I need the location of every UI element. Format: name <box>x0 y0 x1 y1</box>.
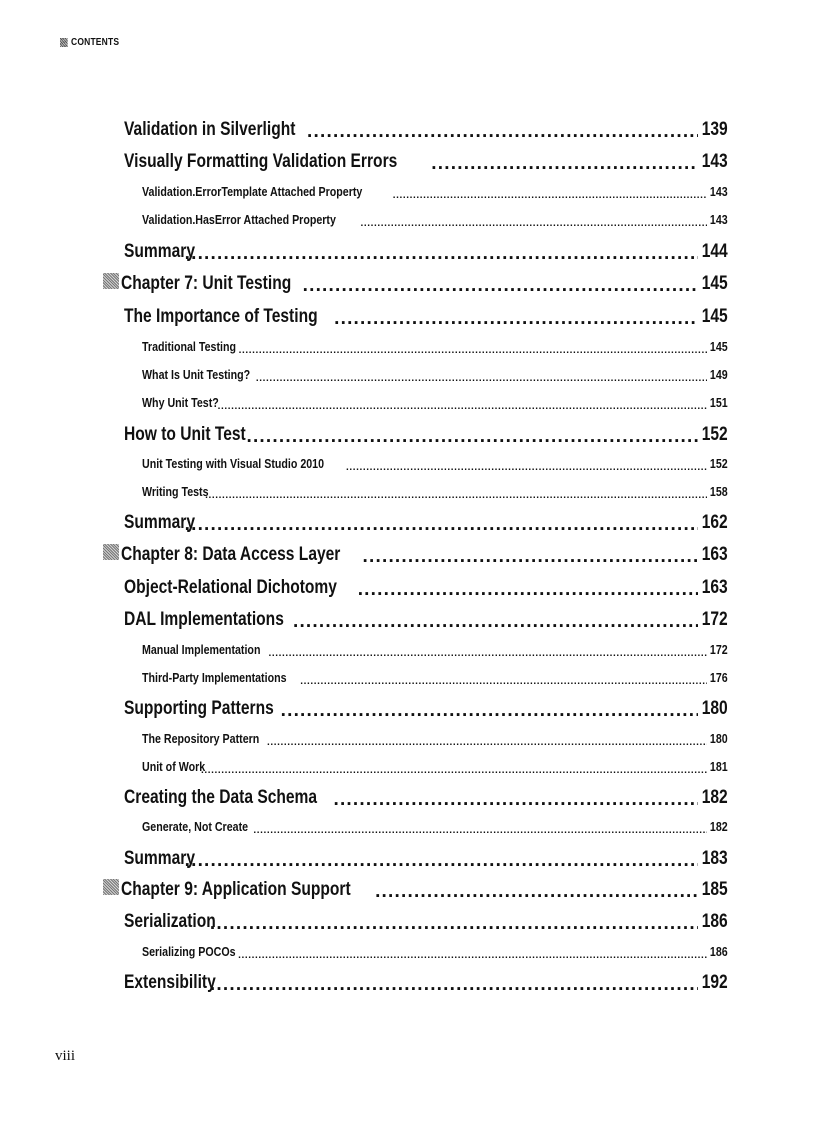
toc-entry-page: 162 <box>702 512 728 533</box>
toc-entry-sub[interactable] <box>142 819 728 836</box>
toc-entry-page: 181 <box>710 759 728 774</box>
toc-entry-page: 180 <box>710 731 728 746</box>
dot-leader <box>210 911 698 935</box>
toc-entry-page: 172 <box>702 609 728 630</box>
header-square-icon <box>60 38 68 47</box>
toc-entry-sub[interactable] <box>142 367 728 384</box>
toc-entry-page: 182 <box>710 819 728 834</box>
toc-entry-page: 139 <box>702 119 728 140</box>
toc-entry-title: Summary <box>124 241 196 262</box>
toc-entry-page: 172 <box>710 642 728 657</box>
toc-entry-title: What Is Unit Testing? <box>142 367 251 382</box>
dot-leader <box>253 819 707 836</box>
toc-entry-sub[interactable] <box>142 944 728 961</box>
toc-entry-page: 152 <box>710 456 728 471</box>
toc-entry-title: Validation in Silverlight <box>124 119 296 140</box>
toc-entry-chapter[interactable] <box>103 273 728 297</box>
toc-entry-page: 163 <box>702 544 728 565</box>
toc-entry-title: Traditional Testing <box>142 339 236 354</box>
toc-entry-sub[interactable] <box>142 731 728 748</box>
toc-entry-title: Supporting Patterns <box>124 698 274 719</box>
toc-entry-title: Creating the Data Schema <box>124 787 318 808</box>
toc-entry-page: 192 <box>702 972 728 993</box>
toc-entry-page: 144 <box>702 241 728 262</box>
toc-entry-title: Visually Formatting Validation Errors <box>124 151 398 172</box>
dot-leader <box>185 848 699 872</box>
toc-entry-page: 151 <box>710 395 728 410</box>
toc-entry-page: 158 <box>710 484 728 499</box>
dot-leader <box>185 241 699 265</box>
toc-entry-section[interactable] <box>124 119 728 143</box>
toc-entry-page: 145 <box>702 273 728 294</box>
dot-leader <box>246 424 698 448</box>
toc-entry-section[interactable] <box>124 609 728 633</box>
toc-entry-page: 145 <box>702 306 728 327</box>
toc-entry-page: 143 <box>710 212 728 227</box>
dot-leader <box>281 698 699 722</box>
toc-entry-title: Manual Implementation <box>142 642 261 657</box>
dot-leader <box>393 184 708 201</box>
toc-entry-section[interactable] <box>124 512 728 536</box>
toc-entry-title: The Importance of Testing <box>124 306 318 327</box>
dot-leader <box>239 339 708 356</box>
dot-leader <box>333 787 698 811</box>
toc-entry-title: Why Unit Test? <box>142 395 219 410</box>
dot-leader <box>307 119 698 143</box>
toc-entry-page: 176 <box>710 670 728 685</box>
page-number: viii <box>55 1048 76 1064</box>
toc-entry-title: Serializing POCOs <box>142 944 236 959</box>
toc-entry-title: Chapter 8: Data Access Layer <box>121 544 341 565</box>
toc-entry-title: The Repository Pattern <box>142 731 260 746</box>
toc-entry-title: Extensibility <box>124 972 216 993</box>
header-label: CONTENTS <box>71 37 120 48</box>
toc-entry-page: 183 <box>702 848 728 869</box>
toc-entry-section[interactable] <box>124 577 728 601</box>
dot-leader <box>238 944 707 961</box>
dot-leader <box>375 879 698 903</box>
toc-entry-chapter[interactable] <box>103 879 728 903</box>
toc-entry-sub[interactable] <box>142 670 728 687</box>
dot-leader <box>268 642 707 659</box>
dot-leader <box>431 151 698 175</box>
dot-leader <box>267 731 707 748</box>
toc-entry-title: Summary <box>124 512 196 533</box>
toc-entry-sub[interactable] <box>142 759 728 776</box>
dot-leader <box>300 670 707 687</box>
toc-entry-page: 182 <box>702 787 728 808</box>
toc-entry-sub[interactable] <box>142 484 728 501</box>
dot-leader <box>360 212 707 229</box>
toc-entry-title: Summary <box>124 848 196 869</box>
toc-entry-section[interactable] <box>124 972 728 996</box>
toc-entry-page: 180 <box>702 698 728 719</box>
dot-leader <box>293 609 698 633</box>
toc-entry-title: Third-Party Implementations <box>142 670 287 685</box>
dot-leader <box>185 512 699 536</box>
dot-leader <box>363 544 699 568</box>
toc-entry-title: Writing Tests <box>142 484 209 499</box>
toc-entry-title: Validation.ErrorTemplate Attached Property <box>142 184 363 199</box>
toc-entry-title: Chapter 9: Application Support <box>121 879 351 900</box>
toc-entry-section[interactable] <box>124 241 728 265</box>
toc-entry-sub[interactable] <box>142 642 728 659</box>
chapter-marker-icon <box>103 879 119 895</box>
toc-entry-title: Unit Testing with Visual Studio 2010 <box>142 456 325 471</box>
toc-entry-sub[interactable] <box>142 395 728 412</box>
dot-leader <box>201 759 707 776</box>
toc-entry-title: Serialization <box>124 911 216 932</box>
toc-entry-section[interactable] <box>124 698 728 722</box>
toc-entry-sub[interactable] <box>142 212 728 229</box>
dot-leader <box>218 395 708 412</box>
toc-entry-title: Object-Relational Dichotomy <box>124 577 337 598</box>
toc-entry-section[interactable] <box>124 424 728 448</box>
toc-entry-page: 143 <box>702 151 728 172</box>
toc-entry-page: 186 <box>702 911 728 932</box>
toc-entry-title: Generate, Not Create <box>142 819 249 834</box>
toc-entry-chapter[interactable] <box>103 544 728 568</box>
toc-entry-title: DAL Implementations <box>124 609 284 630</box>
toc-entry-title: Chapter 7: Unit Testing <box>121 273 292 294</box>
toc-entry-page: 149 <box>710 367 728 382</box>
toc-entry-title: How to Unit Test <box>124 424 246 445</box>
dot-leader <box>358 577 699 601</box>
toc-entry-page: 185 <box>702 879 728 900</box>
dot-leader <box>205 484 707 501</box>
toc-entry-page: 143 <box>710 184 728 199</box>
toc-entry-title: Validation.HasError Attached Property <box>142 212 336 227</box>
toc-entry-page: 163 <box>702 577 728 598</box>
toc-entry-sub[interactable] <box>142 456 728 473</box>
toc-entry-title: Unit of Work <box>142 759 206 774</box>
chapter-marker-icon <box>103 273 119 289</box>
dot-leader <box>256 367 707 384</box>
running-header <box>60 37 119 48</box>
toc-entry-section[interactable] <box>124 151 728 175</box>
toc-entry-sub[interactable] <box>142 339 728 356</box>
dot-leader <box>334 306 698 330</box>
toc-entry-section[interactable] <box>124 911 728 935</box>
toc-entry-section[interactable] <box>124 848 728 872</box>
dot-leader <box>210 972 698 996</box>
dot-leader <box>346 456 707 473</box>
dot-leader <box>303 273 699 297</box>
toc-entry-section[interactable] <box>124 787 728 811</box>
toc-entry-section[interactable] <box>124 306 728 330</box>
toc-entry-page: 152 <box>702 424 728 445</box>
toc-entry-page: 145 <box>710 339 728 354</box>
chapter-marker-icon <box>103 544 119 560</box>
toc-entry-sub[interactable] <box>142 184 728 201</box>
toc-entry-page: 186 <box>710 944 728 959</box>
